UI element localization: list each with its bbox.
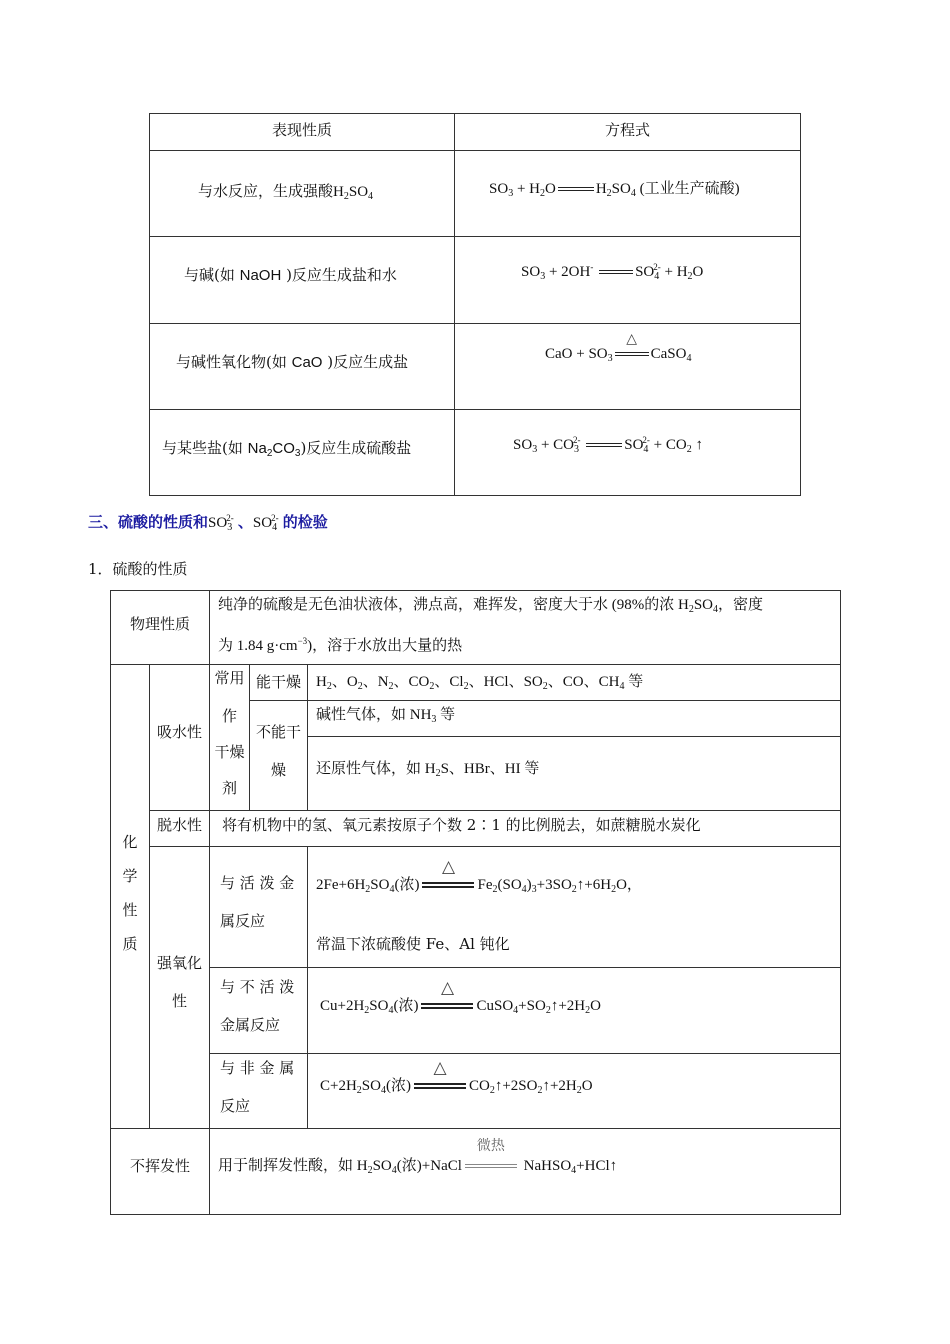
can-dry-label: 能干燥 — [255, 673, 301, 691]
active-metal-equation: $2Fe+6H_2SO_4$(浓) △ $Fe_2(SO_4)_3+3SO_2↑+6H_2O$， — [316, 856, 642, 895]
section-heading: 三、硫酸的性质和$SO_3^{2-}$ 、$SO_4^{2-}$ 的检验 — [88, 513, 328, 533]
inactive-metal-equation-cell — [307, 967, 841, 1054]
desiccant-label-cell — [209, 664, 250, 811]
chemical-label-char: 性 — [122, 901, 138, 919]
physical-label: 物理性质 — [129, 615, 190, 633]
can-dry-gases: $H_2$、$O_2$、$N_2$、$CO_2$、$Cl_2$、HCl、$SO_2$、CO、$CH_4$ 等 — [316, 674, 644, 692]
active-metal-equation-cell — [307, 846, 841, 968]
nonmetal-label-part: 反应 — [220, 1097, 251, 1115]
property-text: 与某些盐(如 $Na_2CO_3$)反应生成硫酸盐 — [162, 439, 412, 459]
table1-row-equation — [454, 323, 801, 410]
chemical-label-char: 学 — [122, 867, 138, 885]
nonvolatile-label-cell — [110, 1128, 210, 1215]
equation-text: $SO_3 + H_2O$ $H_2SO_4$ (工业生产硫酸) — [489, 181, 740, 199]
nonvolatile-text-cell — [209, 1128, 841, 1215]
cannot-dry-reducing-cell — [307, 736, 841, 811]
oxidizing-label-cell — [149, 846, 210, 1129]
dehydration-label: 脱水性 — [156, 816, 202, 834]
table1-row-property — [149, 150, 455, 237]
cannot-dry-label-part: 燥 — [270, 761, 286, 779]
can-dry-label-cell — [249, 664, 308, 701]
equation-text: $SO_3 + 2OH^-$ $SO_4^{2-} + H_2O$ — [521, 262, 704, 282]
can-dry-gases-cell — [307, 664, 841, 701]
nonvolatile-label: 不挥发性 — [129, 1157, 190, 1175]
table1-row-equation — [454, 150, 801, 237]
header-label: 表现性质 — [271, 121, 332, 139]
chemical-label-cell — [110, 664, 150, 1129]
active-metal-label-part: 属反应 — [220, 912, 266, 930]
dehydration-text-cell — [209, 810, 841, 847]
desiccant-label-part: 干燥 — [214, 743, 245, 761]
inactive-metal-label-cell — [209, 967, 308, 1054]
cannot-dry-label-part: 不能干 — [255, 723, 301, 741]
table1-row-equation — [454, 409, 801, 496]
heat-condition: 微热 — [476, 1138, 505, 1154]
property-text: 与水反应，生成强酸$H_2SO_4$ — [198, 182, 374, 202]
table1-row-property — [149, 236, 455, 324]
nonmetal-equation: $C+2H_2SO_4$(浓) △ $CO_2↑+2SO_2↑+2H_2O$ — [320, 1057, 593, 1096]
header-label: 方程式 — [604, 121, 650, 139]
nonvolatile-text: 用于制挥发性酸，如 $H_2SO_4$(浓)+NaCl 微热 NaHSO$_4$+HCl↑ — [218, 1138, 618, 1176]
nonmetal-equation-cell — [307, 1053, 841, 1129]
chemical-label-char: 化 — [122, 833, 138, 851]
inactive-metal-equation: $Cu+2H_2SO_4$(浓) △ $CuSO_4+SO_2↑+2H_2O$ — [320, 977, 601, 1016]
desiccant-label-part: 常用 — [214, 669, 245, 687]
property-text: 与碱(如 NaOH )反应生成盐和水 — [184, 266, 397, 284]
table1-row-equation — [454, 236, 801, 324]
table1-row-property — [149, 323, 455, 410]
table1-header-equation — [454, 113, 801, 151]
desiccant-label-part: 作 — [221, 707, 237, 725]
table1-header-property — [149, 113, 455, 151]
dehydration-text: 将有机物中的氢、氧元素按原子个数 2∶1 的比例脱去，如蔗糖脱水炭化 — [222, 816, 701, 834]
hygroscopic-label: 吸水性 — [156, 723, 202, 741]
cannot-dry-basic-cell — [307, 700, 841, 737]
oxidizing-label-part: 强氧化 — [156, 954, 202, 972]
property-text: 与碱性氧化物(如 CaO )反应生成盐 — [176, 353, 409, 371]
cannot-dry-basic: 碱性气体，如 $NH_3$ 等 — [316, 707, 456, 725]
oxidizing-label-part: 性 — [171, 992, 187, 1010]
hygroscopic-label-cell — [149, 664, 210, 811]
nonmetal-label-cell — [209, 1053, 308, 1129]
nonmetal-label-part: 与 非 金 属 — [220, 1059, 295, 1077]
physical-label-cell — [110, 590, 210, 665]
equation-text: CaO + $SO_3$ △ CaSO$_4$ — [545, 331, 692, 364]
sub-heading: 1．硫酸的性质 — [88, 560, 188, 578]
chemical-label-char: 质 — [122, 935, 138, 953]
physical-line-2: 为 1.84 $g\cdot cm^{-3}$)，溶于水放出大量的热 — [218, 636, 463, 654]
inactive-metal-label-part: 与 不 活 泼 — [220, 978, 295, 996]
physical-line-1: 纯净的硫酸是无色油状液体，沸点高，难挥发，密度大于水 (98%的浓 $H_2SO_4$，密度 — [218, 597, 764, 615]
active-metal-label-cell — [209, 846, 308, 968]
cannot-dry-reducing: 还原性气体，如 $H_2S$、HBr、HI 等 — [316, 761, 540, 779]
active-metal-note: 常温下浓硫酸使 Fe、Al 钝化 — [316, 935, 510, 953]
active-metal-label-part: 与 活 泼 金 — [220, 874, 295, 892]
equation-text: $SO_3 + CO_3^{2-}$ $SO_4^{2-} + CO_2$ ↑ — [513, 435, 703, 455]
table1-row-property — [149, 409, 455, 496]
desiccant-label-part: 剂 — [221, 779, 237, 797]
inactive-metal-label-part: 金属反应 — [220, 1016, 281, 1034]
cannot-dry-label-cell — [249, 700, 308, 811]
dehydration-label-cell — [149, 810, 210, 847]
physical-text-cell — [209, 590, 841, 665]
